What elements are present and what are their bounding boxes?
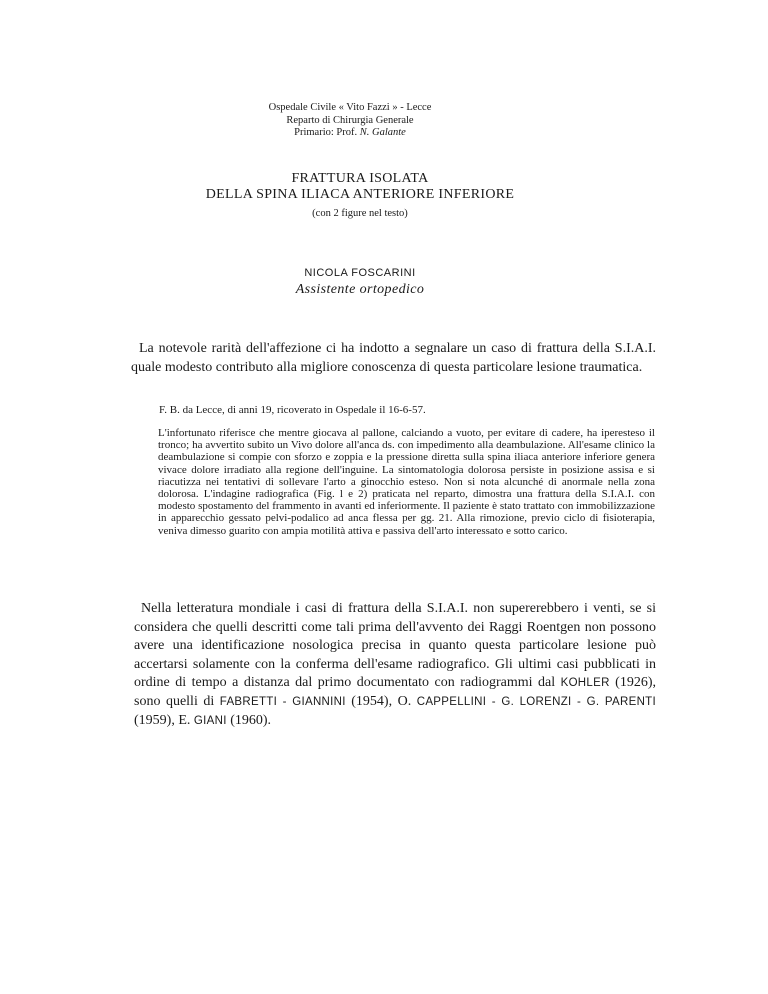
author-ref-giani: GIANI xyxy=(193,714,227,727)
case-heading: F. B. da Lecce, di anni 19, ricoverato in Ospedale il 16-6-57. xyxy=(159,404,426,416)
lit-text-1: Nella letteratura mondiale i casi di frattura della S.I.A.I. non supererebbero i venti, se si considera che quelli descritti come tali prima dell'avvento dei Raggi Roentgen non possono avere una identificazione nosologica precisa in quanto questa particolare lesione può accertarsi solamente con la conferma dell'esame radiografico. Gli ultimi casi pubblicati in ordine di tempo a distanza dal primo documentato con radiogrammi dal xyxy=(134,601,656,691)
literature-text xyxy=(134,600,656,730)
author-ref-kohler: KOHLER xyxy=(560,677,610,690)
author-role: Assistente ortopedico xyxy=(295,282,425,297)
intro-text: La notevole rarità dell'affezione ci ha indotto a segnalare un caso di frattura della S.I.A.I. quale modesto contributo alla migliore conoscenza di questa particolare lesione traumatica. xyxy=(131,341,656,375)
case-report xyxy=(158,427,655,537)
lit-text-4: (1959), E. xyxy=(134,712,194,728)
case-report-text: L'infortunato riferisce che mentre giocava al pallone, calciando a vuoto, per evitare di cadere, ha iperesteso il tronco; ha avvertito subito un Vivo dolore all'anca ds. con impedimento alla deambulazione. All'esame clinico la deambulazione si compie con sforzo e zoppia e la pressione diretta sulla spina iliaca anteriore inferiore genera vivace dolore irradiato alla regione dell'inguine. La sintomatologia dolorosa persiste in posizione assisa e si riacutizza nei tentativi di sollevare l'arto a ginocchio esteso. Non si nota alcunché di anormale nella zona dolorosa. L'indagine radiografica (Fig. l e 2) praticata nel reparto, dimostra una frattura della S.I.A.I. con modesto spostamento del frammento in avanti ed inferiormente. Il paziente è stato trattato con immobilizzazione in apparecchio gessato pelvi-podalico ad anca flessa per gg. 21. Alla rimozione, previo ciclo di fisioterapia, veniva dimesso guarito con ampia motilità attiva e passiva dell'arto interessato e sotto carico. xyxy=(158,427,655,537)
chief-label: Primario: Prof. xyxy=(294,127,360,138)
hospital-name: Ospedale Civile « Vito Fazzi » - Lecce xyxy=(268,102,432,113)
intro-paragraph xyxy=(131,340,656,377)
literature-paragraph xyxy=(134,600,656,730)
author-name: NICOLA FOSCARINI xyxy=(304,267,416,279)
article-subtitle: (con 2 figure nel testo) xyxy=(312,208,408,219)
lit-text-5: (1960). xyxy=(226,712,272,728)
lit-text-3: (1954), O. xyxy=(345,693,417,709)
chief-name: N. Galante xyxy=(359,127,406,138)
chief-line xyxy=(150,127,550,140)
article-title xyxy=(150,171,570,203)
author-ref-fabretti: FABRETTI - GIANNINI xyxy=(219,695,346,708)
lit-text-2: (1926), sono quelli di xyxy=(134,675,656,709)
department-name: Reparto di Chirurgia Generale xyxy=(286,114,414,126)
institution-header xyxy=(150,102,550,140)
title-line-1: FRATTURA ISOLATA xyxy=(291,171,429,186)
title-line-2: DELLA SPINA ILIACA ANTERIORE INFERIORE xyxy=(205,187,515,202)
author-ref-cappellini: CAPPELLINI - G. LORENZI - G. PARENTI xyxy=(416,695,656,708)
